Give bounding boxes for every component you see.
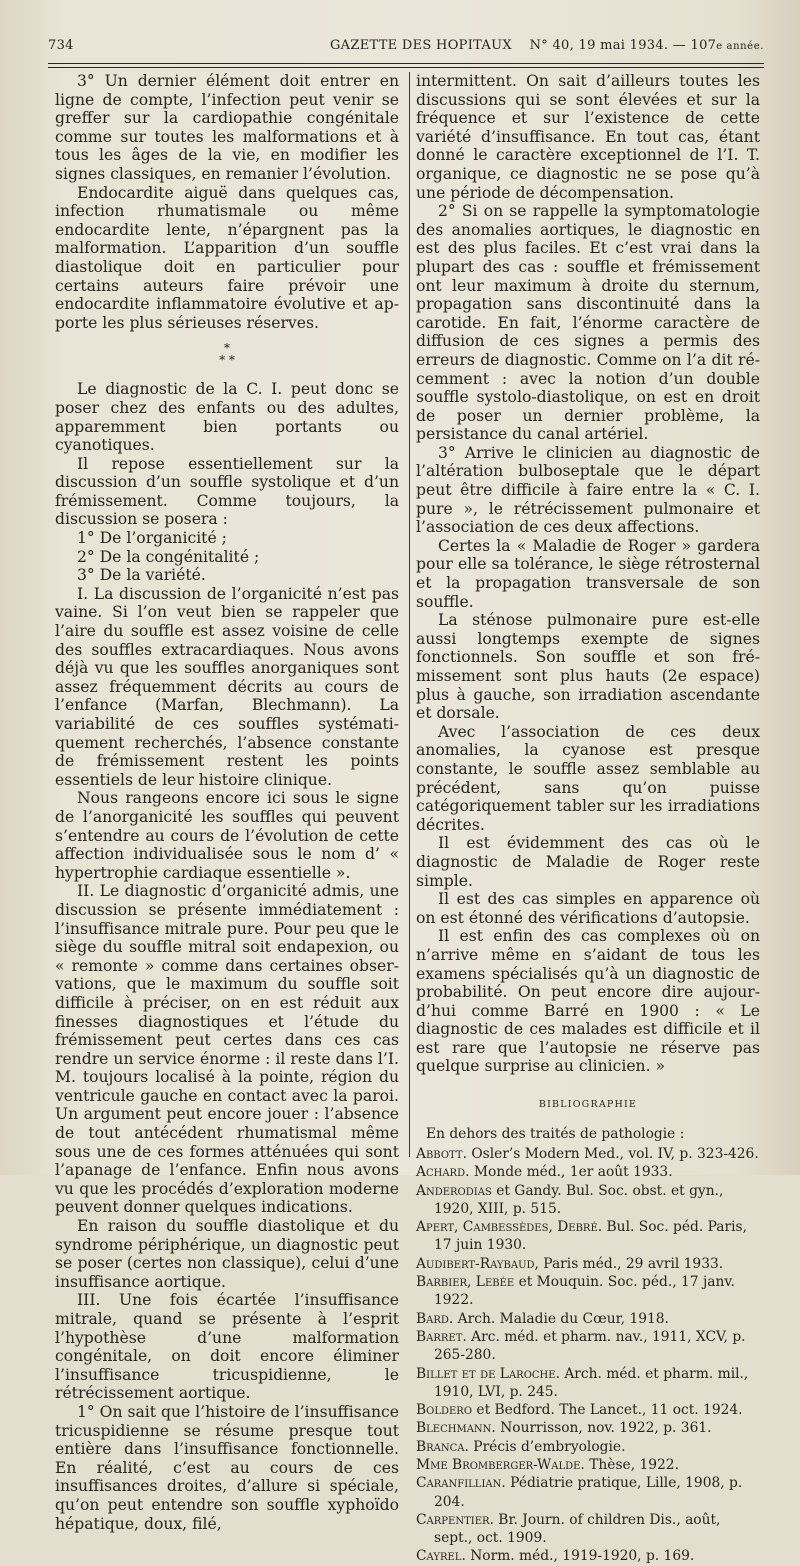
bib-author: Billet et de Laroche. (416, 1365, 560, 1382)
paragraph: I. La discussion de l’organicité n’est pas vaine. Si l’on veut bien se rappeler que l’aire du souffle est assez voisine de celle des souffles extracardiaques. Nous avons déjà vu que les souffles anorganiques sont assez fréquemment décrits au cours de l’enfance (Marfan, Blechmann). La variabilité de ces souffles systématiquement recherchés, l’absence constante de frémissement restent les points essentiels de leur histoire clinique. (55, 584, 399, 789)
bib-reference: et Gandy. Bul. Soc. obst. et gyn., 1920, XIII, p. 515. (434, 1182, 724, 1217)
bibliography-entry (416, 1273, 760, 1310)
bibliography-entry (416, 1401, 760, 1419)
list-item: 1° De l’organicité ; (77, 529, 227, 548)
bib-author: Caranfillian. (416, 1475, 506, 1492)
bib-reference: Norm. méd., 1919-1920, p. 169. (465, 1548, 695, 1565)
paragraph: Il est évidemment des cas où le diagnostic de Maladie de Roger reste simple. (416, 834, 760, 890)
bib-reference: et Bedford. The Lancet., 11 oct. 1924. (472, 1402, 743, 1419)
bibliography-entry (416, 1328, 760, 1365)
paragraph: Nous rangeons encore ici sous le signe de l’anorganicité les souffles qui peuvent s’entendre au cours de l’évolution de cette affection individualisée sous le nom d’ « hypertrophie cardiaque essentielle ». (55, 789, 399, 882)
bibliography-entry (416, 1419, 760, 1437)
bibliography-entry (416, 1456, 760, 1474)
bib-reference: Bul. Soc. péd. Paris, 17 juin 1930. (434, 1219, 747, 1254)
header-rule-thin (48, 67, 764, 68)
paragraph: 2° Si on se rappelle la symptomatologie des anomalies aortiques, le diagnostic en est des plus faciles. Et c’est vrai dans la plupart des cas : souffle et frémissement ont leur maximum à droite du sternum, propagation sans discontinuité dans la carotide. En fait, l’énorme caractère de diffusion de ces signes a permis des erreurs de diagnostic. Comme on l’a dit récemment : avec la notion d’un double souffle systolo-diastolique, on est en droit de poser un dernier problème, la persistance du canal artériel. (416, 202, 760, 444)
bib-author: Anderodias (416, 1182, 492, 1199)
paragraph: Endocardite aiguë dans quelques cas, infection rhumatismale ou même endocardite lente, n’épargnent pas la malformation. L’apparition d’un souffle diastolique doit en particulier pour certains auteurs faire prévoir une endocardite inflammatoire évolutive et apporte les plus sérieuses réserves. (55, 183, 399, 332)
paragraph: Il est enfin des cas complexes où on n’arrive même en s’aidant de tous les examens spécialisés qu’à un diagnostic de probabilité. On peut encore dire aujourd’hui comme Barré en 1900 : « Le diagnostic de ces malades est difficile et il est rare que l’autopsie ne réserve pas quelque surprise au clinicien. » (416, 927, 760, 1076)
bibliography-intro: En dehors des traités de pathologie : (426, 1125, 685, 1142)
asterism-bottom: * * (219, 353, 235, 368)
bibliography-entry (416, 1438, 760, 1456)
bib-author: Barret. (416, 1328, 467, 1345)
bibliography-entry (416, 1182, 760, 1219)
bib-author: Barbier, Lebée (416, 1274, 515, 1291)
bibliography-entry (416, 1310, 760, 1328)
bib-reference: Paris méd., 29 avril 1933. (538, 1255, 724, 1272)
bib-reference: Arc. méd. et pharm. nav., 1911, XCV, p. 265-280. (434, 1328, 746, 1364)
bib-reference: Arch. Maladie du Cœur, 1918. (453, 1310, 669, 1327)
paragraph: intermittent. On sait d’ailleurs toutes les discussions qui se sont élevées et sur la fréquence et sur l’existence de cette variété d’insuffisance. En tout cas, étant donné le caractère exceptionnel de l’I. T. organique, ce diagnostic ne se pose qu’à une période de décompensation. (416, 72, 760, 202)
bibliography-entry (416, 1474, 760, 1511)
bibliography-entry (416, 1511, 760, 1548)
paragraph: La sténose pulmonaire pure est-elle aussi longtemps exempte de signes fonctionnels. Son souffle et son frémissement sont plus hauts (2e espace) plus à gauche, son irradiation ascendante et dorsale. (416, 611, 760, 723)
issue-info (530, 38, 764, 53)
bib-reference: Thèse, 1922. (584, 1457, 679, 1473)
column-divider (409, 72, 410, 1157)
bib-author: Branca. (416, 1438, 469, 1455)
header-rule (48, 63, 764, 64)
asterism-top: * (224, 341, 230, 356)
bib-reference: Osler’s Modern Med., vol. IV, p. 323-426. (466, 1145, 759, 1162)
bibliography-heading: BIBLIOGRAPHIE (538, 1099, 638, 1111)
paragraph: Avec l’association de ces deux anomalies, la cyanose est presque constante, le souffle assez semblable au précédent, sans qu’on puisse catégoriquement tabler sur les irradiations décrites. (416, 722, 760, 834)
paragraph: En raison du souffle diastolique et du syndrome périphérique, un diagnostic peut se poser (certes non classique), celui d’une insuffisance aortique. (55, 1217, 399, 1291)
bib-reference: Br. Journ. of children Dis., août, sept., oct. 1909. (434, 1511, 721, 1547)
bib-author: Mme Bromberger-Walde. (416, 1457, 585, 1473)
paragraph: 3° Arrive le clinicien au diagnostic de l’altération bulboseptale que le départ peut être difficile à faire entre la « C. I. pure », le rétrécissement pulmonaire et l’association de ces deux affections. (416, 443, 760, 537)
bib-reference: Arch. méd. et pharm. mil., 1910, LVI, p. 245. (434, 1365, 749, 1400)
bib-author: Boldero (416, 1402, 473, 1419)
bibliography-entry (416, 1163, 760, 1181)
bib-reference: Monde méd., 1er août 1933. (469, 1164, 673, 1181)
bib-author: Cayrel. (416, 1548, 466, 1565)
issue-suffix: e année. (716, 41, 764, 52)
bibliography-entry (416, 1365, 760, 1402)
page-number: 734 (48, 38, 74, 53)
list-item: 2° De la congénitalité ; (77, 547, 260, 566)
bibliography-entry (416, 1255, 760, 1273)
bib-author: Achard. (416, 1164, 470, 1181)
bib-reference: Précis d’embryologie. (468, 1438, 626, 1455)
bib-author: Audibert-Raybaud, (416, 1255, 539, 1272)
journal-title: GAZETTE DES HOPITAUX (330, 38, 512, 53)
paragraph: Il repose essentiellement sur la discussion d’un souffle systolique et d’un frémissement. Comme toujours, la discussion se posera : (55, 454, 399, 529)
paragraph: Certes la « Maladie de Roger » gardera pour elle sa tolérance, le siège rétrosternal et la propagation transversale de son souffle. (416, 536, 760, 611)
bibliography-entry (416, 1145, 760, 1163)
bib-reference: et Mouquin. Soc. péd., 17 janv. 1922. (434, 1274, 735, 1309)
section-break-asterism (55, 342, 399, 366)
right-column (416, 72, 760, 1566)
list-item: 3° De la variété. (77, 566, 206, 585)
paragraph: 1° On sait que l’histoire de l’insuffisance tricuspidienne se résume presque tout entière dans l’insuffisance fonctionnelle. En réalité, c’est au cours de ces insuffisances droites, d’allure si spéciale, qu’on peut entendre son souffle xyphoïdo hépatique, doux, filé, (55, 1402, 399, 1533)
bib-author: Abbott. (416, 1145, 467, 1162)
left-column (55, 72, 399, 1533)
paragraph: Il est des cas simples en apparence où on est étonné des vérifications d’autopsie. (416, 890, 760, 927)
bibliography-entry (416, 1218, 760, 1255)
bib-reference: Nourrisson, nov. 1922, p. 361. (495, 1420, 712, 1437)
page-header (48, 38, 764, 60)
paragraph: II. Le diagnostic d’organicité admis, une discussion se présente immédiatement : l’insuffisance mitrale pure. Pour peu que le siège du souffle mitral soit endapexion, ou « remonte » comme dans certaines observations, que le maximum du souffle soit difficile à préciser, on en est réduit aux finesses diagnostiques et l’étude du frémissement peut certes dans ces cas rendre un service énorme : il reste dans l’I. M. toujours localisé à la pointe, région du ventricule gauche en contact avec la paroi. Un argument peut encore jouer : l’absence de tout antécédent rhumatismal même sous une de ces formes atténuées qui sont l’apanage de l’enfance. Enfin nous avons vu que les procédés d’exploration moderne peuvent donner quelques indications. (55, 882, 399, 1217)
bib-author: Apert, Cambessèdes, Debré. (416, 1219, 603, 1236)
bibliography-list (416, 1125, 760, 1566)
paragraph: Le diagnostic de la C. I. peut donc se poser chez des enfants ou des adultes, apparemment bien portants ou cyanotiques. (55, 380, 399, 455)
bib-reference: Pédiatrie pratique, Lille, 1908, p. 204. (434, 1475, 743, 1510)
bib-author: Carpentier. (416, 1511, 494, 1528)
paragraph: III. Une fois écartée l’insuffisance mitrale, quand se présente à l’esprit l’hypothèse d’une malformation congénitale, on doit encore éliminer l’insuffisance tricuspidienne, le rétrécissement aortique. (55, 1291, 399, 1403)
bibliography-entry (416, 1547, 760, 1565)
paragraph: 3° Un dernier élément doit entrer en ligne de compte, l’infection peut venir se greffer sur la cardiopathie congénitale comme sur toutes les malformations et à tous les âges de la vie, en modifier les signes classiques, en remanier l’évolution. (55, 72, 399, 183)
bib-author: Blechmann. (416, 1420, 496, 1437)
issue-date: N° 40, 19 mai 1934. — 107 (529, 38, 717, 53)
bib-author: Bard. (416, 1310, 454, 1327)
